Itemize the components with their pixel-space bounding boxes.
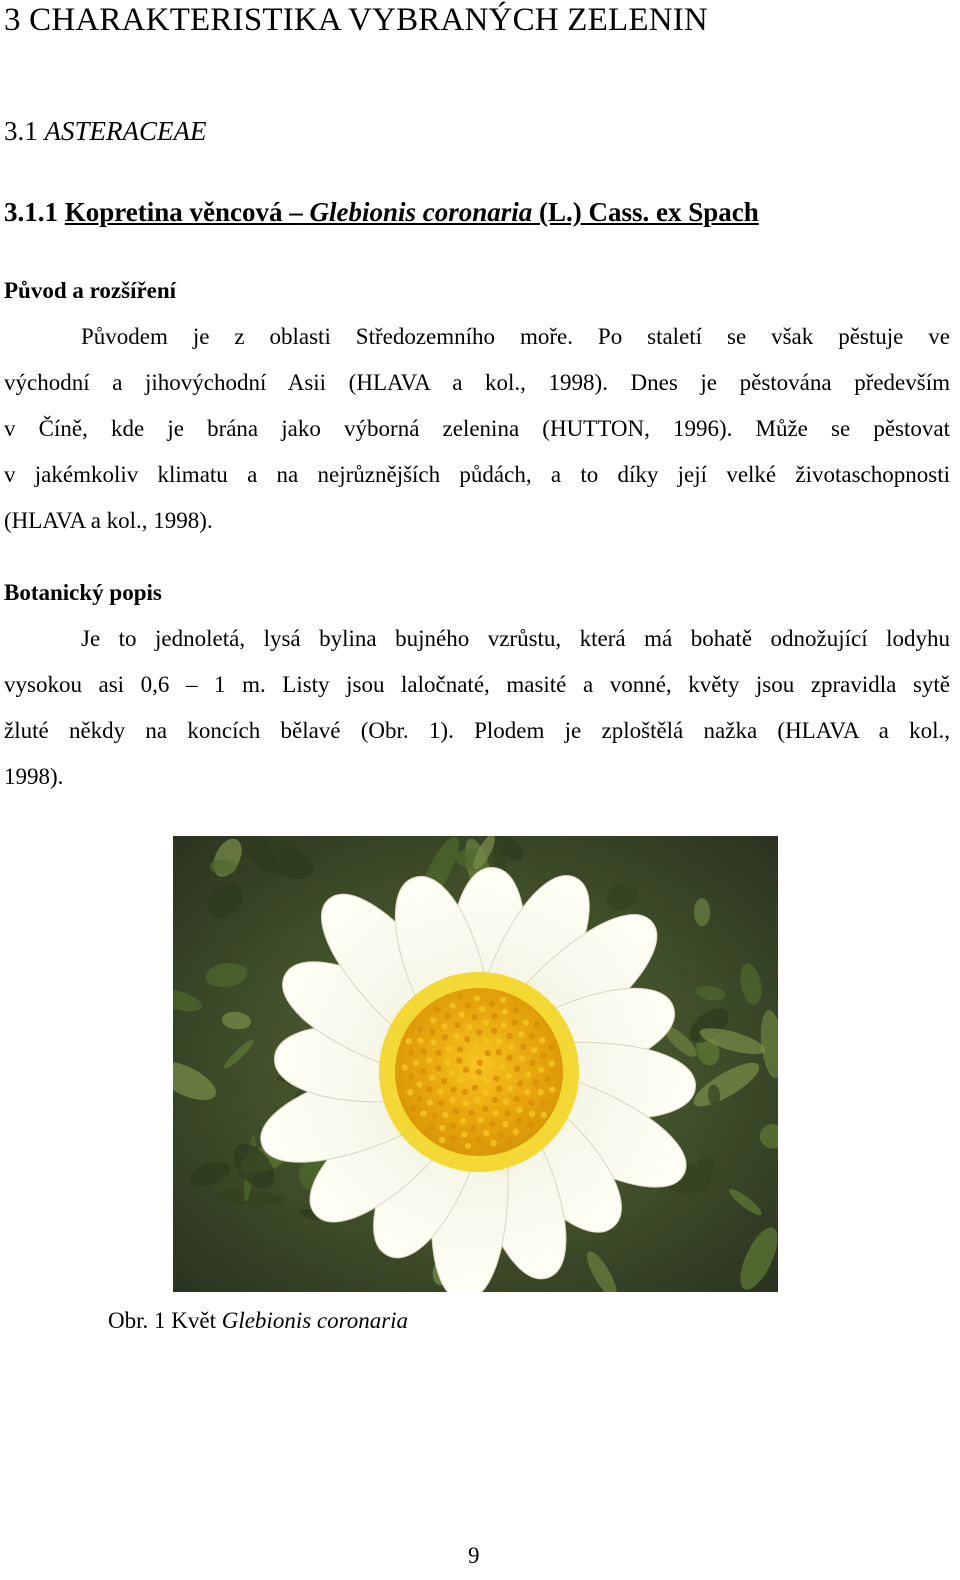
origin-line: v jakémkoliv klimatu a na nejrůznějších půdách, a to díky její velké životaschopnosti (4, 462, 950, 487)
caption-prefix: Obr. 1 Květ (108, 1308, 216, 1333)
floret (483, 1130, 489, 1136)
floret (477, 1060, 483, 1066)
section-name: ASTERACEAE (44, 116, 207, 146)
botany-paragraph (4, 616, 950, 800)
floret (463, 1067, 469, 1073)
floret (501, 1022, 507, 1028)
floret (507, 1139, 513, 1145)
floret (408, 1074, 414, 1080)
floret (453, 1033, 459, 1039)
floret (442, 1034, 448, 1040)
floret (450, 1003, 456, 1009)
floret (518, 1031, 524, 1037)
floret (416, 1096, 422, 1102)
floret (496, 1049, 502, 1055)
floret (514, 1066, 520, 1072)
floret (472, 1014, 478, 1020)
floret (406, 1038, 412, 1044)
floret (429, 1029, 435, 1035)
floret (439, 1125, 445, 1131)
floret (470, 1125, 476, 1131)
floret (416, 1081, 422, 1087)
floret (499, 1064, 505, 1070)
floret (462, 1089, 468, 1095)
floret (449, 1070, 455, 1076)
floret (513, 1129, 519, 1135)
floret (444, 1013, 450, 1019)
floret (531, 1047, 537, 1053)
floret (421, 1048, 427, 1054)
floret (442, 1023, 448, 1029)
caption-species: Glebionis coronaria (221, 1308, 409, 1333)
flower-photo (173, 836, 778, 1292)
floret (517, 1080, 523, 1086)
floret (529, 1060, 535, 1066)
floret (428, 1124, 434, 1130)
floret (461, 1131, 467, 1137)
floret (457, 1046, 463, 1052)
floret (485, 1050, 491, 1056)
floret (549, 1044, 555, 1050)
floret (441, 1078, 447, 1084)
floret (446, 1046, 452, 1052)
floret (483, 1078, 489, 1084)
floret (489, 1121, 495, 1127)
floret (523, 1019, 529, 1025)
floret (529, 1111, 535, 1117)
floret (513, 1007, 519, 1013)
floret (527, 1122, 533, 1128)
chapter-title: 3 CHARAKTERISTIKA VYBRANÝCH ZELENIN (4, 2, 708, 38)
section-title (4, 116, 206, 147)
floret (506, 1055, 512, 1061)
floret (490, 1140, 496, 1146)
floret (458, 1076, 464, 1082)
floret (528, 1100, 534, 1106)
floret (489, 1000, 495, 1006)
floret (474, 995, 480, 1001)
origin-line: východní a jihovýchodní Asii (HLAVA a kol., 1998). Dnes je pěstována především (4, 370, 950, 395)
floret (520, 1044, 526, 1050)
floret (457, 994, 463, 1000)
floret (437, 1089, 443, 1095)
floret (492, 1097, 498, 1103)
floret (538, 1089, 544, 1095)
floret (475, 1098, 481, 1104)
floret (500, 997, 506, 1003)
floret (493, 1110, 499, 1116)
floret (507, 1033, 513, 1039)
floret (491, 1013, 497, 1019)
floret (503, 1099, 509, 1105)
floret (476, 1069, 482, 1075)
floret (410, 1106, 416, 1112)
floret (413, 1060, 419, 1066)
origin-line: v Číně, kde je brána jako výborná zelenina (HUTTON, 1996). Může se pěstovat (4, 416, 950, 441)
floret (504, 1110, 510, 1116)
floret (483, 1038, 489, 1044)
floret (488, 1061, 494, 1067)
floret (430, 1017, 436, 1023)
floret (427, 1099, 433, 1105)
floret (450, 1123, 456, 1129)
floret (468, 1053, 474, 1059)
floret (511, 1019, 517, 1025)
floret (439, 1137, 445, 1143)
floret (431, 1113, 437, 1119)
floret (473, 1044, 479, 1050)
floret (549, 1086, 555, 1092)
floret (524, 1089, 530, 1095)
floret (472, 1084, 478, 1090)
floret (449, 1097, 455, 1103)
floret (532, 1079, 538, 1085)
subsection-title (4, 197, 759, 228)
floret (454, 1022, 460, 1028)
floret (460, 1118, 466, 1124)
floret (471, 1073, 477, 1079)
floret (529, 1033, 535, 1039)
floret (435, 1065, 441, 1071)
floret (502, 1009, 508, 1015)
floret (465, 1002, 471, 1008)
floret (498, 1131, 504, 1137)
floret (482, 1106, 488, 1112)
floret (540, 1052, 546, 1058)
origin-paragraph (4, 314, 950, 544)
floret (514, 1096, 520, 1102)
origin-line: Původem je z oblasti Středozemního moře. Po staletí se však pěstuje ve (81, 324, 950, 349)
floret (475, 1137, 481, 1143)
floret (444, 1059, 450, 1065)
floret (451, 1135, 457, 1141)
floret (456, 1057, 462, 1063)
floret (427, 1058, 433, 1064)
floret (453, 1108, 459, 1114)
subsection-common-name: Kopretina věncová – (64, 197, 303, 227)
floret (420, 1068, 426, 1074)
botany-line: Je to jednoletá, lysá bylina bujného vzrůstu, která má bohatě odnožující lodyhu (81, 626, 950, 651)
section-number: 3.1 (4, 116, 38, 146)
floret (496, 1038, 502, 1044)
page-number: 9 (468, 1543, 480, 1568)
floret (496, 1086, 502, 1092)
floret (525, 1071, 531, 1077)
floret (509, 1044, 515, 1050)
floret (482, 1090, 488, 1096)
floret (450, 1087, 456, 1093)
floret (429, 1075, 435, 1081)
floret (426, 1086, 432, 1092)
floret (463, 1100, 469, 1106)
floret (476, 1029, 482, 1035)
floret (438, 1100, 444, 1106)
subsection-number: 3.1.1 (4, 197, 58, 227)
subsection-author: (L.) Cass. ex Spach (539, 197, 759, 227)
botany-line: žluté někdy na koncích bělavé (Obr. 1). Plodem je zploštělá nažka (HLAVA a kol., (4, 718, 950, 743)
floret (540, 1100, 546, 1106)
floret (434, 1007, 440, 1013)
floret (506, 1073, 512, 1079)
flower-illustration (173, 836, 778, 1292)
floret (502, 1121, 508, 1127)
floret (534, 1022, 540, 1028)
floret (465, 1143, 471, 1149)
floret (483, 1020, 489, 1026)
floret (402, 1064, 408, 1070)
floret (431, 1039, 437, 1045)
floret (478, 1117, 484, 1123)
floret (545, 1076, 551, 1082)
origin-heading: Původ a rozšíření (4, 278, 177, 303)
floret (420, 1110, 426, 1116)
floret (435, 1050, 441, 1056)
botany-line: 1998). (4, 764, 64, 789)
floret (541, 1112, 547, 1118)
floret (408, 1050, 414, 1056)
floret (548, 1060, 554, 1066)
figure-caption (108, 1308, 408, 1334)
floret (507, 1085, 513, 1091)
floret (539, 1037, 545, 1043)
botany-heading: Botanický popis (4, 580, 162, 605)
subsection-heading-text (65, 197, 759, 227)
origin-line: (HLAVA a kol., 1998). (4, 508, 213, 533)
floret (417, 1037, 423, 1043)
floret (442, 1112, 448, 1118)
subsection-latin-name: Glebionis coronaria (309, 197, 533, 227)
botany-line: vysokou asi 0,6 – 1 m. Listy jsou laločnaté, masité a vonné, květy jsou zpravidla sytě (4, 672, 950, 697)
floret (407, 1089, 413, 1095)
floret (519, 1056, 525, 1062)
floret (479, 1006, 485, 1012)
floret (516, 1118, 522, 1124)
floret (458, 1011, 464, 1017)
floret (516, 1107, 522, 1113)
floret (417, 1026, 423, 1032)
floret (466, 1024, 472, 1030)
floret (491, 1028, 497, 1034)
floret (464, 1036, 470, 1042)
floret (468, 1110, 474, 1116)
floret (493, 1075, 499, 1081)
floret (538, 1067, 544, 1073)
